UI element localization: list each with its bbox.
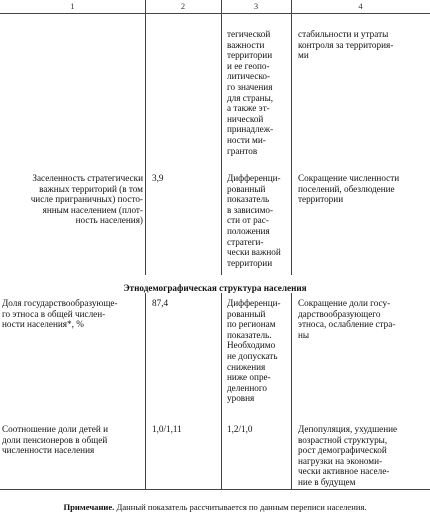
- column-divider-3: [291, 0, 292, 275]
- column-header-1: 1: [70, 1, 75, 11]
- footnote-label: Примечание.: [63, 502, 115, 512]
- consequence-cell: Сокращение доли госу- дарствообразующего этноса, ослабление стра- ны: [298, 298, 396, 340]
- section-title: Этнодемографическая структура населения: [123, 283, 307, 293]
- footnote-text: Данный показатель рассчитывается по данным переписи населения.: [114, 502, 367, 512]
- continuation-note-cell: тегической важности территории и ее геопо- литическо- го значения для страны, а также эт- нической принадлеж- ности ми- грантов: [227, 29, 274, 156]
- column-header-3: 3: [253, 1, 259, 11]
- threshold-cell: 87,4: [152, 298, 169, 308]
- column-header-2: 2: [180, 1, 186, 11]
- threshold-cell: 3,9: [152, 173, 164, 183]
- table-bottom-rule: [0, 489, 430, 490]
- column-divider-1: [145, 0, 146, 275]
- indicator-cell: Заселенность стратегически важных территорий (в том числе приграничных) посто- янным населением (плот- ность населения): [30, 173, 143, 226]
- continuation-consequence-cell: стабильности и утраты контроля за территория- ми: [298, 29, 394, 61]
- column-divider-3-lower: [291, 293, 292, 489]
- indicator-cell: Соотношение доли детей и доли пенсионеров в общей численности населения: [2, 424, 109, 456]
- consequence-cell: Депопуляция, ухудшение возрастной структуры, рост демографической нагрузки на экономи- чески активное населе- ние в будущем: [298, 424, 398, 487]
- header-underline: [0, 13, 430, 14]
- consequence-cell: Сокращение численности поселений, обезлюдение территории: [298, 173, 400, 205]
- column-divider-2-lower: [221, 293, 222, 489]
- column-divider-1-lower: [145, 293, 146, 489]
- column-header-4: 4: [358, 1, 363, 11]
- note-cell: Дифференци- рованный по регионам показатель. Необходимо не допускать снижения ниже опре- деленного уровня: [227, 298, 281, 404]
- column-divider-2: [221, 0, 222, 275]
- note-cell: 1,2/1,0: [227, 424, 253, 434]
- threshold-cell: 1,0/1,11: [152, 424, 182, 434]
- indicator-cell: Доля государствообразующе- го этноса в общей числен- ности населения*, %: [2, 298, 118, 330]
- note-cell: Дифференци- рованный показатель в зависимо- сти от рас- положения стратеги- чески важной территории: [227, 173, 281, 268]
- footnote: [0, 502, 430, 513]
